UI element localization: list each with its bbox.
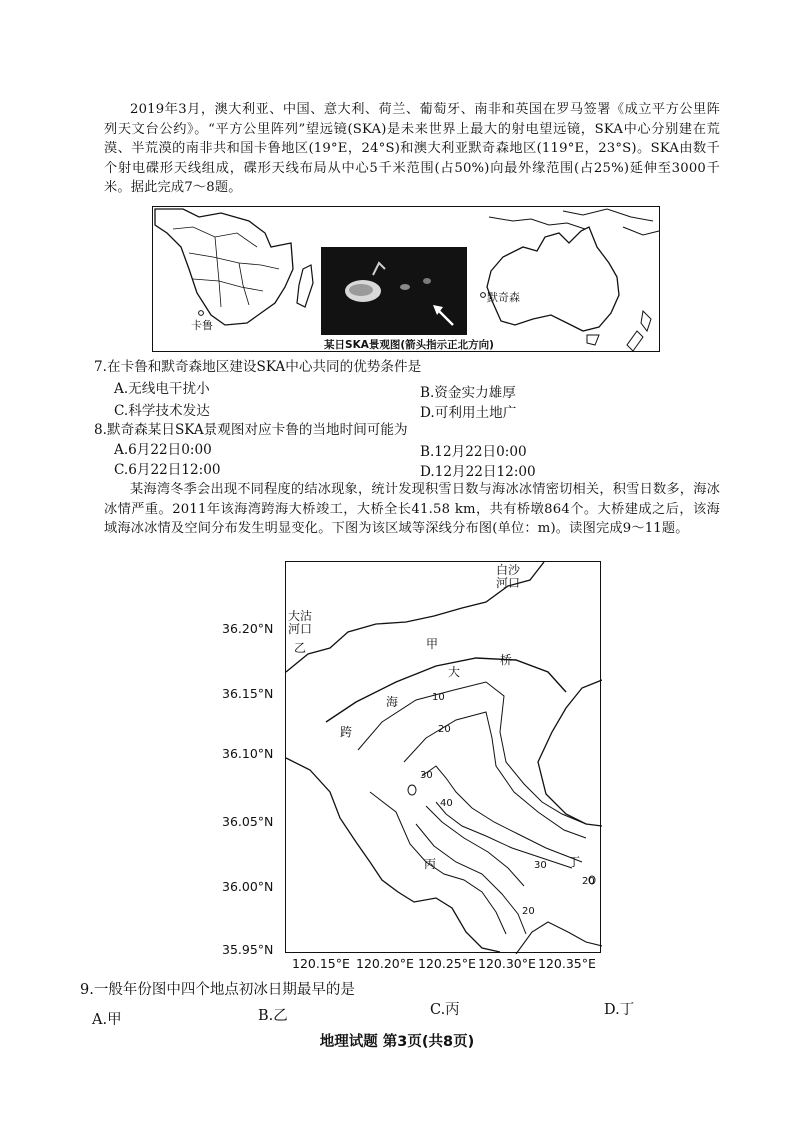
lat-label: 36.15°N	[222, 686, 274, 701]
passage-2	[104, 480, 720, 539]
bridge-label-char: 海	[386, 695, 399, 709]
baisha-river-mouth-label: 白沙 河口	[496, 563, 521, 590]
bridge-label-char: 大	[448, 665, 461, 679]
lat-label: 35.95°N	[222, 942, 274, 957]
contour-label: 20	[522, 906, 535, 917]
map1-caption: 某日SKA景观图(箭头指示正北方向)	[324, 339, 494, 351]
q7-option-d[interactable]: D.可利用土地广	[420, 405, 517, 421]
page-footer: 地理试题 第3页(共8页)	[319, 1034, 475, 1050]
ska-location-map	[152, 206, 660, 352]
q9-option-a[interactable]: A.甲	[92, 1012, 122, 1028]
passage-1-text: 2019年3月，澳大利亚、中国、意大利、荷兰、葡萄牙、南非和英国在罗马签署《成立平方公里阵列天文台公约》。“平方公里阵列”望远镜(SKA)是未来世界上最大的射电望远镜，SKA中心分别建在荒漠、半荒漠的南非共和国卡鲁地区(19°E，24°S)和澳大利亚默奇森地区(119°E，23°S)。SKA由数千个射电碟形天线组成，碟形天线布局从中心5千米范围(占50%)向最外缘范围(占25%)延伸至3000千米。据此完成7～8题。	[104, 102, 720, 195]
contour-label: 10	[432, 692, 445, 703]
ska-dish-image	[321, 247, 467, 335]
passage-2-text: 某海湾冬季会出现不同程度的结冰现象，统计发现积雪日数与海冰冰情密切相关，积雪日数多，海冰冰情严重。2011年该海湾跨海大桥竣工，大桥全长41.58 km，共有桥墩864个。大桥建成之后，该海域海冰冰情及空间分布发生明显变化。下图为该区域等深线分布图(单位：m)。读图完成9～11题。	[104, 482, 720, 536]
passage-1	[104, 100, 720, 198]
lat-label: 36.20°N	[222, 621, 274, 636]
q9-option-d[interactable]: D.丁	[604, 1002, 635, 1018]
question-9-stem: 9.一般年份图中四个地点初冰日期最早的是	[80, 982, 355, 998]
q8-option-a[interactable]: A.6月22日0:00	[114, 442, 212, 458]
isobath-lines	[286, 562, 602, 954]
q9-option-c[interactable]: C.丙	[430, 1002, 460, 1018]
q7-option-a[interactable]: A.无线电干扰小	[114, 381, 210, 397]
lat-label: 36.00°N	[222, 879, 274, 894]
contour-label: 40	[440, 798, 453, 809]
lon-label: 120.35°E	[538, 956, 596, 971]
bridge-label-char: 桥	[500, 653, 513, 667]
karoo-label: 卡鲁	[191, 319, 213, 332]
ska-landscape-photo	[321, 247, 467, 335]
lat-label: 36.05°N	[222, 814, 274, 829]
question-8-stem: 8.默奇森某日SKA景观图对应卡鲁的当地时间可能为	[94, 422, 408, 438]
contour-label: 30	[420, 770, 433, 781]
lon-label: 120.30°E	[478, 956, 536, 971]
contour-label: 20	[438, 724, 451, 735]
bridge-label-char: 跨	[340, 725, 353, 739]
question-7-stem: 7.在卡鲁和默奇森地区建设SKA中心共同的优势条件是	[94, 359, 422, 375]
dagu-river-mouth-label: 大沽 河口	[288, 609, 313, 636]
q8-option-b[interactable]: B.12月22日0:00	[420, 444, 527, 460]
lon-label: 120.25°E	[418, 956, 476, 971]
location-jia: 甲	[426, 637, 439, 651]
q9-option-b[interactable]: B.乙	[258, 1008, 288, 1024]
contour-label: 30	[534, 860, 547, 871]
q7-option-b[interactable]: B.资金实力雄厚	[420, 385, 516, 401]
location-bing: 丙	[424, 857, 437, 871]
lat-label: 36.10°N	[222, 746, 274, 761]
q7-option-c[interactable]: C.科学技术发达	[114, 403, 210, 419]
lon-label: 120.15°E	[292, 956, 350, 971]
location-yi: 乙	[294, 641, 307, 655]
q8-option-d[interactable]: D.12月22日12:00	[420, 464, 536, 480]
contour-label: 20	[582, 876, 595, 887]
murchison-label: 默奇森	[487, 291, 520, 304]
lon-label: 120.20°E	[356, 956, 414, 971]
bathymetry-map	[285, 561, 601, 953]
q8-option-c[interactable]: C.6月22日12:00	[114, 462, 221, 478]
location-ding: 丁	[568, 855, 581, 869]
